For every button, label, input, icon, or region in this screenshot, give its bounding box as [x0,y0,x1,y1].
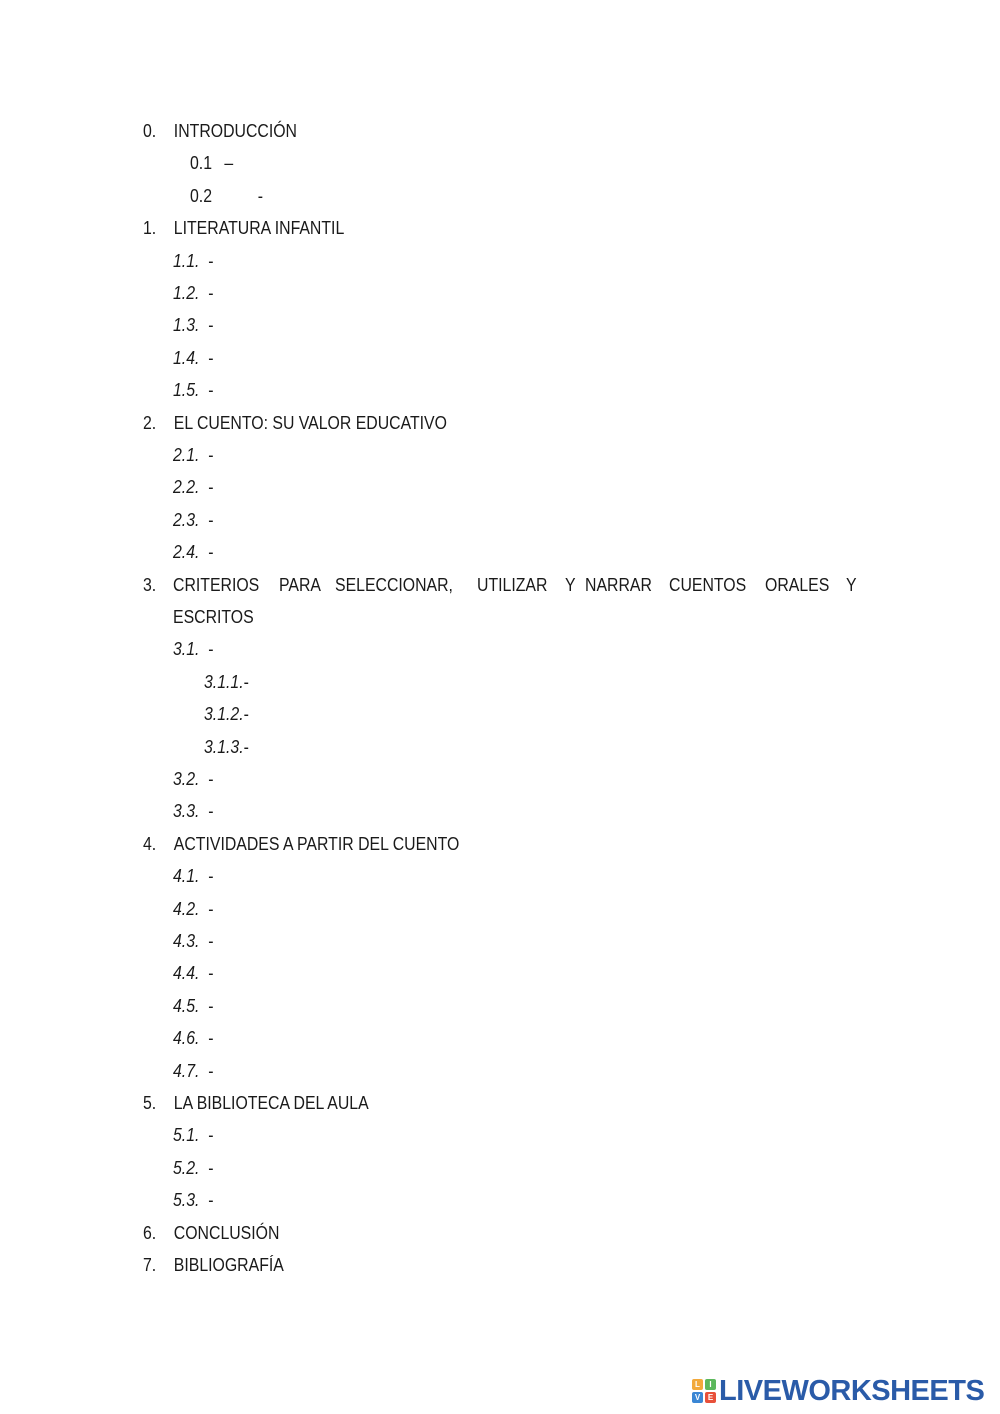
toc-subitem [173,961,214,985]
toc-number: 2.3. [173,509,200,530]
toc-number: 5.3. [173,1190,200,1211]
toc-subitem [173,378,214,402]
toc-title: EL CUENTO: SU VALOR EDUCATIVO [173,412,447,433]
toc-separator: - [243,704,249,725]
toc-subitem [173,443,214,467]
toc-title: LA BIBLIOTECA DEL AULA [173,1093,369,1113]
toc-subitem [173,249,214,273]
toc-subitem [173,767,214,791]
toc-title-word: NARRAR [585,574,652,595]
toc-number: 1. [143,218,157,239]
logo-tile: E [705,1392,716,1403]
toc-number: 4.5. [173,995,200,1016]
toc-title-word: SELECCIONAR, [334,574,453,595]
toc-number: 1.4. [173,347,200,368]
toc-separator: - [208,931,214,951]
toc-title: CONCLUSIÓN [173,1222,280,1243]
toc-separator: - [208,542,214,563]
toc-subitem [204,735,249,759]
toc-separator: - [208,1028,214,1049]
logo-tile: I [705,1379,716,1390]
logo-tile: L [692,1379,703,1390]
toc-heading [143,119,297,143]
toc-number: 4.3. [173,931,200,951]
toc-heading [143,1253,284,1277]
toc-subitem [173,1059,214,1083]
toc-number: 3. [143,574,157,595]
toc-number: 5.2. [173,1157,200,1178]
toc-title-word: UTILIZAR [476,574,548,595]
toc-number: 1.3. [173,315,200,336]
toc-separator: - [208,509,214,530]
toc-number: 7. [143,1255,157,1275]
toc-subitem [173,1123,214,1147]
liveworksheets-logo-icon [692,1379,716,1403]
toc-number: 0.1 [190,153,213,174]
toc-heading [143,411,447,435]
toc-number: 4. [143,833,157,854]
toc-number: 0. [143,121,157,141]
toc-subitem [173,864,214,888]
toc-number: 3.1.1. [204,671,244,692]
toc-separator: - [208,866,214,887]
toc-separator: - [208,250,214,271]
toc-heading [143,1221,279,1245]
toc-separator: - [208,801,214,822]
logo-text: LIVEWORKSHEETS [719,1374,985,1407]
toc-subitem [173,313,214,337]
toc-subitem [173,346,214,370]
toc-title-word: Y [845,574,857,595]
toc-title: LITERATURA INFANTIL [173,218,345,239]
toc-title-word: ORALES [764,574,830,595]
toc-separator: - [208,1157,214,1178]
toc-number: 3.1.3. [204,736,244,757]
toc-separator: - [208,445,214,465]
toc-heading-number [143,573,174,597]
toc-subitem [173,508,214,532]
toc-separator: - [208,1190,214,1211]
toc-title-word: CRITERIOS [173,574,260,595]
toc-title-word: PARA [279,574,322,595]
toc-number: 1.2. [173,283,200,303]
toc-subitem [173,475,214,499]
toc-separator: - [208,1060,214,1081]
toc-title: ACTIVIDADES A PARTIR DEL CUENTO [173,833,460,854]
toc-separator: - [208,769,214,789]
toc-separator: - [208,995,214,1016]
toc-number: 3.2. [173,769,200,789]
logo-tile: V [692,1392,703,1403]
toc-subitem [204,670,249,694]
toc-separator: - [208,477,214,498]
toc-subitem [204,702,249,726]
toc-heading-title-continued: ESCRITOS [173,607,254,627]
toc-separator: - [208,283,214,303]
toc-number: 4.1. [173,866,200,887]
toc-heading [143,216,344,240]
toc-number: 4.6. [173,1028,200,1049]
toc-subitem [190,184,263,208]
toc-number: 1.1. [173,250,200,271]
toc-separator: - [208,380,214,401]
toc-subitem [173,994,214,1018]
toc-subitem [173,1188,214,1212]
toc-number: 4.7. [173,1060,200,1081]
toc-separator: - [243,736,249,757]
toc-subitem [173,799,214,823]
toc-title-word: CUENTOS [669,574,747,595]
toc-separator: - [208,639,214,660]
toc-number: 3.3. [173,801,200,822]
toc-subitem [173,1156,214,1180]
liveworksheets-logo[interactable] [692,1374,984,1408]
toc-number: 5.1. [173,1125,200,1146]
toc-number: 0.2 [190,185,213,206]
toc-heading [143,1091,369,1115]
toc-separator: - [208,898,214,919]
toc-subitem [173,929,214,953]
toc-number: 5. [143,1093,157,1113]
toc-heading-title [173,573,858,597]
toc-separator: - [257,185,264,206]
toc-title-word: Y [564,574,576,595]
toc-subitem [173,1026,214,1050]
toc-heading [143,832,459,856]
toc-separator: - [208,315,214,336]
toc-separator: - [208,347,214,368]
toc-number: 2.1. [173,445,200,465]
toc-number: 2.4. [173,542,200,563]
toc-number: 2. [143,412,157,433]
toc-separator: - [208,963,214,984]
toc-separator: - [208,1125,214,1146]
toc-subitem [173,897,214,921]
toc-number: 3.1. [173,639,200,660]
toc-subitem [173,281,214,305]
toc-subitem [173,540,214,564]
toc-subitem [173,637,214,661]
toc-subitem [190,151,233,175]
toc-number: 6. [143,1222,157,1243]
toc-title: INTRODUCCIÓN [173,121,297,141]
toc-number: 4.2. [173,898,200,919]
toc-title: BIBLIOGRAFÍA [173,1255,284,1275]
toc-number: 2.2. [173,477,200,498]
toc-number: 3.1.2. [204,704,244,725]
toc-number: 1.5. [173,380,200,401]
toc-number: 4.4. [173,963,200,984]
toc-separator: – [224,153,234,174]
toc-separator: - [243,671,249,692]
